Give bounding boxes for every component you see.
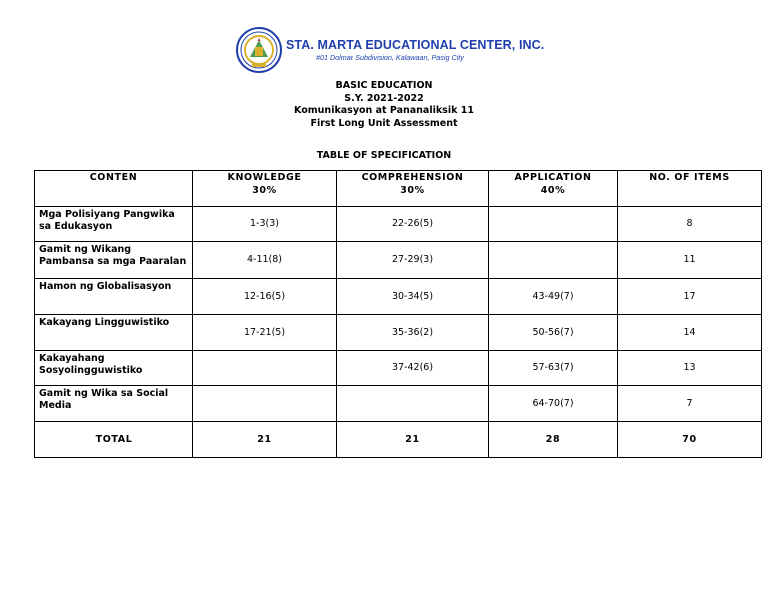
title-basic-education: BASIC EDUCATION <box>335 80 433 91</box>
table-row <box>35 315 762 351</box>
cell-content: Mga Polisiyang Pangwika sa Edukasyon <box>35 207 193 242</box>
total-label: TOTAL <box>35 422 193 458</box>
cell-knowledge: 12-16(5) <box>193 279 337 315</box>
school-header <box>236 26 544 74</box>
document-titles <box>0 80 768 130</box>
cell-items: 8 <box>618 207 762 242</box>
cell-application: 50-56(7) <box>489 315 618 351</box>
header-items: NO. OF ITEMS <box>618 171 762 207</box>
table-row <box>35 351 762 386</box>
cell-comprehension: 30-34(5) <box>337 279 489 315</box>
cell-comprehension: 27-29(3) <box>337 242 489 279</box>
school-name: STA. MARTA EDUCATIONAL CENTER, INC. <box>286 38 545 52</box>
cell-comprehension: 37-42(6) <box>337 351 489 386</box>
total-comprehension: 21 <box>337 422 489 458</box>
table-header-row <box>35 171 762 207</box>
total-knowledge: 21 <box>193 422 337 458</box>
cell-knowledge: 4-11(8) <box>193 242 337 279</box>
specification-table <box>34 170 762 458</box>
table-row <box>35 386 762 422</box>
cell-content: Gamit ng Wikang Pambansa sa mga Paaralan <box>35 242 193 279</box>
cell-knowledge <box>193 386 337 422</box>
cell-comprehension: 35-36(2) <box>337 315 489 351</box>
header-application: APPLICATION 40% <box>489 171 618 207</box>
total-items: 70 <box>618 422 762 458</box>
table-row <box>35 242 762 279</box>
total-application: 28 <box>489 422 618 458</box>
cell-content: Kakayahang Sosyolingguwistiko <box>35 351 193 386</box>
title-assessment: First Long Unit Assessment <box>310 117 458 129</box>
cell-application <box>489 207 618 242</box>
school-address: #01 Dolmar Subdivision, Kalawaan, Pasig City <box>316 53 464 62</box>
cell-items: 13 <box>618 351 762 386</box>
cell-application: 57-63(7) <box>489 351 618 386</box>
header-content: CONTEN <box>35 171 193 207</box>
cell-knowledge: 17-21(5) <box>193 315 337 351</box>
cell-items: 7 <box>618 386 762 422</box>
table-row <box>35 279 762 315</box>
cell-items: 14 <box>618 315 762 351</box>
cell-application <box>489 242 618 279</box>
cell-items: 11 <box>618 242 762 279</box>
cell-comprehension: 22-26(5) <box>337 207 489 242</box>
cell-knowledge: 1-3(3) <box>193 207 337 242</box>
header-knowledge: KNOWLEDGE 30% <box>193 171 337 207</box>
cell-knowledge <box>193 351 337 386</box>
cell-application: 43-49(7) <box>489 279 618 315</box>
cell-content: Hamon ng Globalisasyon <box>35 279 193 315</box>
cell-items: 17 <box>618 279 762 315</box>
header-comprehension: COMPREHENSION 30% <box>337 171 489 207</box>
cell-application: 64-70(7) <box>489 386 618 422</box>
cell-comprehension <box>337 386 489 422</box>
table-title: TABLE OF SPECIFICATION <box>316 150 452 161</box>
cell-content: Gamit ng Wika sa Social Media <box>35 386 193 422</box>
school-seal-icon <box>236 27 282 73</box>
title-school-year: S.Y. 2021-2022 <box>344 92 424 104</box>
title-subject: Komunikasyon at Pananaliksik 11 <box>294 105 474 117</box>
table-total-row <box>35 422 762 458</box>
table-row <box>35 207 762 242</box>
cell-content: Kakayang Lingguwistiko <box>35 315 193 351</box>
